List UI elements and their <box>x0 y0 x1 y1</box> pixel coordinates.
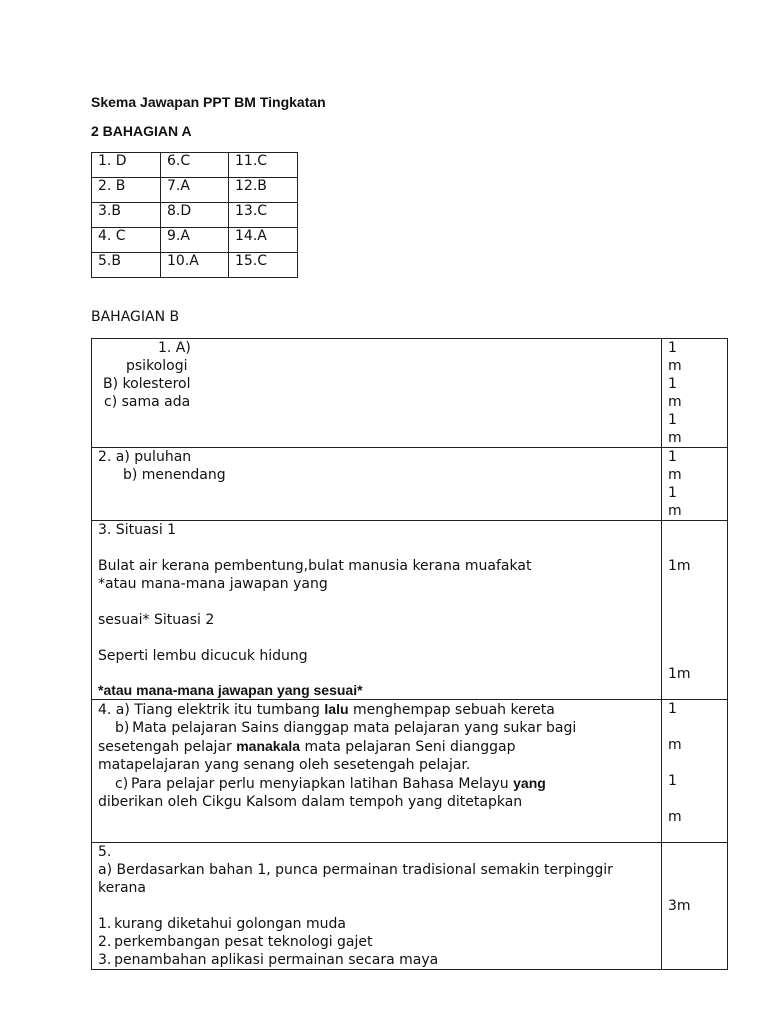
q3-line: *atau mana-mana jawapan yang <box>98 576 328 592</box>
table-row <box>92 228 298 253</box>
mark-text: 1 <box>668 376 677 392</box>
answer-cell: 11.C <box>229 153 298 178</box>
q4-marks-cell <box>662 700 728 843</box>
mark-text: 1 <box>668 340 677 356</box>
q3-line: Bulat air kerana pembentung,bulat manusia kerana muafakat <box>98 558 532 574</box>
q1-b-answer: B) kolesterol <box>103 376 191 392</box>
q1-marks-cell <box>662 339 728 448</box>
q4-c-keyword: yang <box>513 775 546 791</box>
answer-cell: 13.C <box>229 203 298 228</box>
q2-marks-cell <box>662 448 728 521</box>
section-b-table <box>91 338 728 970</box>
table-row <box>92 448 728 521</box>
section-a-answer-table <box>91 152 298 278</box>
question-3-cell <box>92 521 662 700</box>
q5-answer-item: 2. perkembangan pesat teknologi gajet <box>98 934 373 950</box>
q1-a-label: 1. A) <box>158 340 191 356</box>
q5-answer-item: 1. kurang diketahui golongan muda <box>98 916 346 932</box>
q4-b-line: matapelajaran yang senang oleh sesetengah pelajar. <box>98 757 471 773</box>
q4-c-line: diberikan oleh Cikgu Kalsom dalam tempoh yang ditetapkan <box>98 794 523 810</box>
answer-cell: 9.A <box>161 228 229 253</box>
answer-cell: 14.A <box>229 228 298 253</box>
q5-question-line: kerana <box>98 880 147 896</box>
answer-cell: 4. C <box>92 228 161 253</box>
mark-text: 1 <box>668 449 677 465</box>
q4-a-text: menghempap sebuah kereta <box>348 702 555 718</box>
q3-line: Seperti lembu dicucuk hidung <box>98 648 308 664</box>
mark-text: 1m <box>668 666 691 682</box>
q1-a-answer: psikologi <box>126 358 188 374</box>
q4-a-answer <box>98 700 655 719</box>
mark-text: 1m <box>668 558 691 574</box>
answer-cell: 8.D <box>161 203 229 228</box>
q3-note: *atau mana-mana jawapan yang sesuai* <box>98 682 363 698</box>
mark-text: 1 <box>668 701 677 717</box>
q5-question-line: a) Berdasarkan bahan 1, punca permainan tradisional semakin terpinggir <box>98 862 613 878</box>
q3-marks-cell <box>662 521 728 700</box>
q5-marks-cell <box>662 843 728 970</box>
mark-text: 1 <box>668 773 677 789</box>
q5-number: 5. <box>98 844 112 860</box>
table-row <box>92 253 298 278</box>
q4-a-keyword: lalu <box>324 701 349 717</box>
table-row <box>92 521 728 700</box>
q5-answer-item: 3. penambahan aplikasi permainan secara maya <box>98 952 439 968</box>
mark-text: m <box>668 467 682 483</box>
mark-text: m <box>668 430 682 446</box>
answer-cell: 12.B <box>229 178 298 203</box>
mark-text: m <box>668 394 682 410</box>
answer-cell: 7.A <box>161 178 229 203</box>
q1-c-answer: c) sama ada <box>104 394 191 410</box>
mark-text: m <box>668 503 682 519</box>
section-a-title: 2 BAHAGIAN A <box>91 123 192 139</box>
mark-text: m <box>668 358 682 374</box>
q3-line: sesuai* Situasi 2 <box>98 612 215 628</box>
q4-b-text: mata pelajaran Seni dianggap <box>300 739 516 755</box>
mark-text: m <box>668 737 682 753</box>
answer-cell: 6.C <box>161 153 229 178</box>
section-b-heading: BAHAGIAN B <box>91 309 180 325</box>
q2-a-answer: 2. a) puluhan <box>98 449 192 465</box>
q4-b-keyword: manakala <box>236 738 301 754</box>
table-row <box>92 843 728 970</box>
question-1-cell <box>92 339 662 448</box>
answer-cell: 15.C <box>229 253 298 278</box>
table-row <box>92 339 728 448</box>
answer-cell: 2. B <box>92 178 161 203</box>
q4-b-line <box>98 737 655 756</box>
table-row <box>92 153 298 178</box>
q4-c-text: c) Para pelajar perlu menyiapkan latihan Bahasa Melayu <box>115 776 514 792</box>
q4-c-line <box>98 774 655 793</box>
q4-b-text: sesetengah pelajar <box>98 739 237 755</box>
q3-heading: 3. Situasi 1 <box>98 522 177 538</box>
answer-cell: 1. D <box>92 153 161 178</box>
table-row <box>92 203 298 228</box>
q4-a-text: 4. a) Tiang elektrik itu tumbang <box>98 702 325 718</box>
question-4-cell <box>92 700 662 843</box>
answer-cell: 10.A <box>161 253 229 278</box>
mark-text: m <box>668 809 682 825</box>
q2-b-answer: b) menendang <box>123 467 226 483</box>
mark-text: 3m <box>668 898 691 914</box>
answer-cell: 3.B <box>92 203 161 228</box>
mark-text: 1 <box>668 485 677 501</box>
document-title: Skema Jawapan PPT BM Tingkatan <box>91 94 326 110</box>
table-row <box>92 178 298 203</box>
question-2-cell <box>92 448 662 521</box>
q4-b-line: b) Mata pelajaran Sains dianggap mata pelajaran yang sukar bagi <box>115 720 577 736</box>
answer-cell: 5.B <box>92 253 161 278</box>
question-5-cell <box>92 843 662 970</box>
table-row <box>92 700 728 843</box>
mark-text: 1 <box>668 412 677 428</box>
